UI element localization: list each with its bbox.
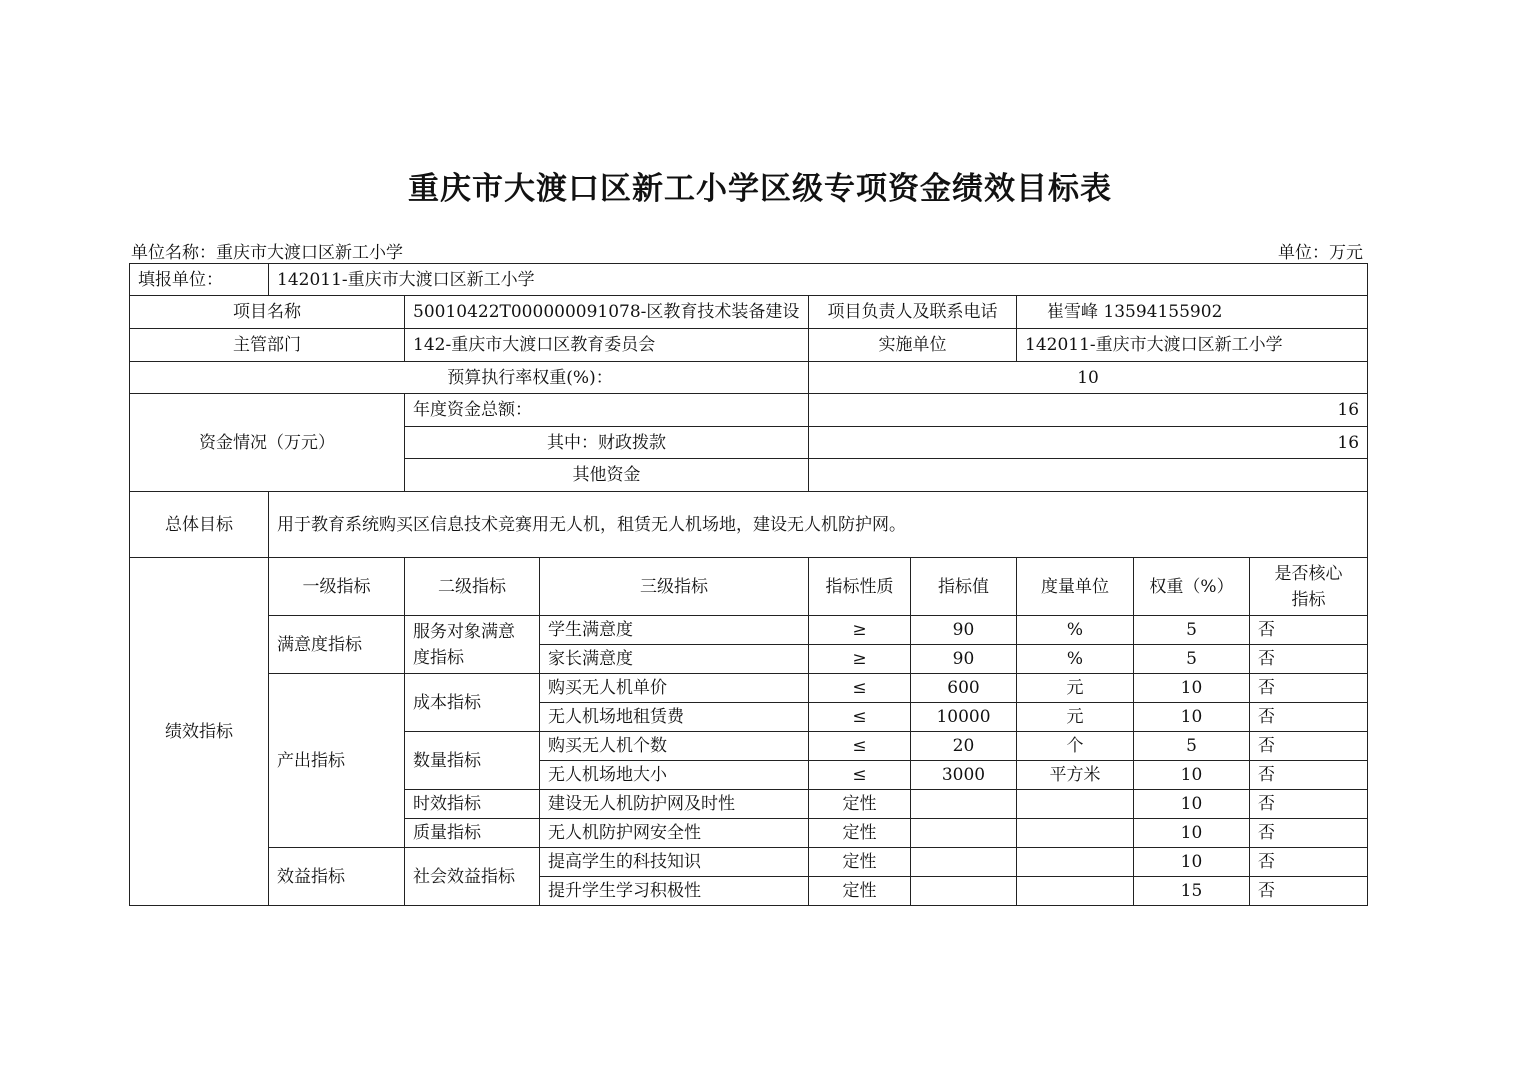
nature-cell: ≤: [809, 674, 911, 703]
header-value: 指标值: [911, 558, 1017, 616]
l3-cell: 提高学生的科技知识: [540, 848, 809, 877]
value-cell: [911, 790, 1017, 819]
core-cell: 否: [1250, 645, 1368, 674]
core-cell: 否: [1250, 674, 1368, 703]
contact-label: 项目负责人及联系电话: [809, 296, 1017, 329]
table-row: [130, 674, 1368, 703]
currency-unit: 单位：万元: [1278, 243, 1363, 263]
weight-cell: 10: [1134, 761, 1250, 790]
unit-cell: [1017, 790, 1134, 819]
unit-cell: [1017, 819, 1134, 848]
impl-label: 实施单位: [809, 329, 1017, 362]
performance-target-table: [129, 263, 1368, 906]
perf-header-row: [130, 558, 1368, 616]
nature-cell: ≤: [809, 732, 911, 761]
impl-value: 142011-重庆市大渡口区新工小学: [1017, 329, 1368, 362]
value-cell: [911, 819, 1017, 848]
core-cell: 否: [1250, 732, 1368, 761]
dept-label: 主管部门: [130, 329, 405, 362]
value-cell: [911, 848, 1017, 877]
value-cell: 10000: [911, 703, 1017, 732]
fiscal-label: 其中：财政拨款: [405, 427, 809, 459]
core-cell: 否: [1250, 761, 1368, 790]
sub-cost: 成本指标: [405, 674, 540, 732]
project-row: [130, 296, 1368, 329]
sub-service: 服务对象满意度指标: [405, 616, 540, 674]
l3-cell: 无人机防护网安全性: [540, 819, 809, 848]
annual-total-value: 16: [809, 394, 1368, 427]
other-funds-value: [809, 459, 1368, 492]
unit-cell: 平方米: [1017, 761, 1134, 790]
nature-cell: ≤: [809, 703, 911, 732]
goal-row: [130, 492, 1368, 558]
l3-cell: 学生满意度: [540, 616, 809, 645]
fill-unit-label: 填报单位：: [130, 264, 269, 296]
fiscal-value: 16: [809, 427, 1368, 459]
header-weight: 权重（%）: [1134, 558, 1250, 616]
sub-social: 社会效益指标: [405, 848, 540, 906]
value-cell: [911, 877, 1017, 906]
goal-value: 用于教育系统购买区信息技术竞赛用无人机，租赁无人机场地，建设无人机防护网。: [269, 492, 1368, 558]
weight-cell: 10: [1134, 790, 1250, 819]
budget-weight-value: 10: [809, 362, 1368, 394]
core-cell: 否: [1250, 848, 1368, 877]
nature-cell: ≥: [809, 616, 911, 645]
nature-cell: 定性: [809, 790, 911, 819]
core-cell: 否: [1250, 616, 1368, 645]
l3-cell: 购买无人机单价: [540, 674, 809, 703]
other-funds-label: 其他资金: [405, 459, 809, 492]
header-l2: 二级指标: [405, 558, 540, 616]
nature-cell: ≤: [809, 761, 911, 790]
project-name-value: 50010422T000000091078-区教育技术装备建设: [405, 296, 809, 329]
weight-cell: 10: [1134, 703, 1250, 732]
unit-cell: [1017, 877, 1134, 906]
weight-cell: 10: [1134, 674, 1250, 703]
sub-quality: 质量指标: [405, 819, 540, 848]
l3-cell: 提升学生学习积极性: [540, 877, 809, 906]
fill-unit-row: [130, 264, 1368, 296]
contact-value: 崔雪峰 13594155902: [1017, 296, 1368, 329]
nature-cell: 定性: [809, 848, 911, 877]
unit-cell: %: [1017, 616, 1134, 645]
header-l3: 三级指标: [540, 558, 809, 616]
unit-cell: 个: [1017, 732, 1134, 761]
unit-name: 单位名称：重庆市大渡口区新工小学: [131, 243, 403, 263]
core-cell: 否: [1250, 790, 1368, 819]
dept-value: 142-重庆市大渡口区教育委员会: [405, 329, 809, 362]
header-l1: 一级指标: [269, 558, 405, 616]
annual-total-label: 年度资金总额：: [405, 394, 809, 427]
unit-cell: 元: [1017, 703, 1134, 732]
unit-cell: %: [1017, 645, 1134, 674]
header-unit: 度量单位: [1017, 558, 1134, 616]
weight-cell: 10: [1134, 848, 1250, 877]
nature-cell: 定性: [809, 819, 911, 848]
l3-cell: 家长满意度: [540, 645, 809, 674]
unit-cell: [1017, 848, 1134, 877]
funds-label: 资金情况（万元）: [130, 394, 405, 492]
budget-weight-row: [130, 362, 1368, 394]
weight-cell: 10: [1134, 819, 1250, 848]
unit-cell: 元: [1017, 674, 1134, 703]
nature-cell: ≥: [809, 645, 911, 674]
weight-cell: 5: [1134, 616, 1250, 645]
weight-cell: 5: [1134, 645, 1250, 674]
core-cell: 否: [1250, 703, 1368, 732]
l3-cell: 建设无人机防护网及时性: [540, 790, 809, 819]
value-cell: 20: [911, 732, 1017, 761]
group-benefit: 效益指标: [269, 848, 405, 906]
value-cell: 90: [911, 616, 1017, 645]
dept-row: [130, 329, 1368, 362]
core-cell: 否: [1250, 877, 1368, 906]
weight-cell: 5: [1134, 732, 1250, 761]
header-nature: 指标性质: [809, 558, 911, 616]
group-satisfaction: 满意度指标: [269, 616, 405, 674]
budget-weight-label: 预算执行率权重(%)：: [130, 362, 809, 394]
l3-cell: 无人机场地大小: [540, 761, 809, 790]
perf-label: 绩效指标: [130, 558, 269, 906]
core-cell: 否: [1250, 819, 1368, 848]
goal-label: 总体目标: [130, 492, 269, 558]
group-output: 产出指标: [269, 674, 405, 848]
l3-cell: 购买无人机个数: [540, 732, 809, 761]
annual-total-row: [130, 394, 1368, 427]
value-cell: 600: [911, 674, 1017, 703]
header-core: 是否核心指标: [1250, 558, 1368, 616]
fill-unit-value: 142011-重庆市大渡口区新工小学: [269, 264, 1368, 296]
nature-cell: 定性: [809, 877, 911, 906]
table-row: [130, 616, 1368, 645]
sub-quantity: 数量指标: [405, 732, 540, 790]
sub-timeliness: 时效指标: [405, 790, 540, 819]
l3-cell: 无人机场地租赁费: [540, 703, 809, 732]
value-cell: 90: [911, 645, 1017, 674]
value-cell: 3000: [911, 761, 1017, 790]
table-row: [130, 848, 1368, 877]
page-title: 重庆市大渡口区新工小学区级专项资金绩效目标表: [408, 171, 1112, 207]
project-name-label: 项目名称: [130, 296, 405, 329]
weight-cell: 15: [1134, 877, 1250, 906]
